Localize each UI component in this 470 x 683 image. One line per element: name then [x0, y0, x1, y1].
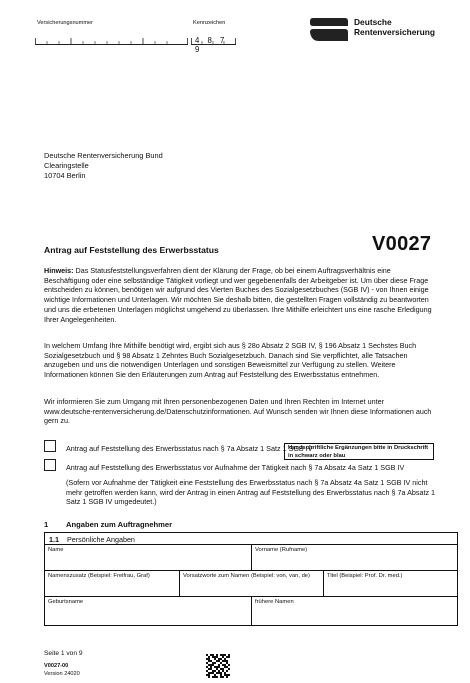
name-suffix-label: Namenszusatz (Beispiel: Freifrau, Graf): [48, 573, 150, 579]
name-suffix-field[interactable]: [45, 571, 180, 597]
option-1-label: Antrag auf Feststellung des Erwerbsstatus nach § 7a Absatz 1 Satz 1 SGB IV: [66, 444, 313, 453]
insurance-number-field[interactable]: [35, 38, 188, 45]
page-number: Seite 1 von 9: [44, 650, 83, 657]
address-line-3: 10704 Berlin: [44, 171, 86, 181]
name-label: Name: [48, 547, 64, 553]
code-field: [191, 38, 236, 45]
personal-data-form: [44, 532, 458, 626]
subsection-title: Persönliche Angaben: [67, 535, 135, 544]
code-ticks: [191, 38, 236, 44]
section-title: [44, 520, 172, 529]
hint-label: Hinweis:: [44, 266, 74, 275]
form-code: V0027: [372, 233, 432, 255]
subsection-number: 1.1: [49, 535, 59, 544]
insurance-number-ticks: [35, 38, 188, 44]
name-field[interactable]: [45, 545, 252, 571]
footer-form-code: V0027-00: [44, 663, 69, 669]
handwriting-note: Handschriftliche Ergänzungen bitte in Druckschrift in schwarz oder blau: [284, 443, 434, 460]
name-prefix-field[interactable]: [180, 571, 324, 597]
recipient-address: [44, 151, 163, 182]
option-2-checkbox[interactable]: [44, 459, 56, 471]
title-field[interactable]: [324, 571, 457, 597]
insurance-number-label: Versicherungsnummer: [37, 20, 93, 26]
birth-name-field[interactable]: [45, 597, 252, 625]
address-line-1: Deutsche Rentenversicherung Bund: [44, 151, 163, 160]
code-label: Kennzeichen: [193, 20, 226, 26]
option-2-label: Antrag auf Feststellung des Erwerbsstatus vor Aufnahme der Tätigkeit nach § 7a Absatz 4a Satz 1 SGB IV: [66, 463, 405, 472]
insurance-number-box[interactable]: [35, 20, 188, 45]
address-line-2: Clearingstelle: [44, 161, 89, 171]
footer-version: Version 24020: [44, 671, 80, 677]
former-names-label: frühere Namen: [255, 599, 294, 605]
hint-paragraph: [44, 266, 434, 324]
title-label: Titel (Beispiel: Prof. Dr. med.): [327, 573, 403, 579]
option-1-checkbox[interactable]: [44, 440, 56, 452]
subsection-header: [45, 533, 457, 545]
privacy-paragraph: Wir informieren Sie zum Umgang mit Ihren personenbezogenen Daten und Ihren Rechten im Internet unter www.deutsche-rentenversicherung.de/Datenschutzinformationen. Auf Wunsch senden wir Ihnen diese Informationen auch gern zu.: [44, 397, 432, 426]
logo-line-1: Deutsche: [354, 17, 392, 27]
logo-line-2: Rentenversicherung: [354, 27, 435, 37]
section-number: 1: [44, 520, 49, 529]
code-value: 4 8 7 9: [195, 36, 228, 54]
drv-logo-icon: [309, 16, 349, 43]
logo-text: [354, 17, 435, 37]
former-names-field[interactable]: [252, 597, 457, 625]
first-name-label: Vorname (Rufname): [255, 547, 308, 553]
legal-paragraph: In welchem Umfang Ihre Mithilfe benötigt wird, ergibt sich aus § 28o Absatz 2 SGB IV, § 196 Absatz 1 Sechstes Buch Sozialgesetzbuch und § 98 Absatz 1 Zehntes Buch Sozialgesetzbuch. Danach sind Sie verpflichtet, alle Tatsachen anzugeben und uns die notwendigen Unterlagen und sonstigen Beweismittel zur Verfügung zu stellen. Weitere Informationen können Sie den Erläuterungen zum Antrag auf Feststellung des Erwerbsstatus entnehmen.: [44, 341, 417, 380]
name-prefix-label: Vorsatzworte zum Namen (Beispiel: von, van, de): [183, 573, 310, 579]
first-name-field[interactable]: [252, 545, 457, 571]
option-note: (Sofern vor Aufnahme der Tätigkeit eine Feststellung des Erwerbsstatus nach § 7a Absatz 4a Satz 1 SGB IV nicht mehr getroffen werden kann, wird der Antrag in einen Antrag auf Feststellung des Erwerbsstatus nach § 7a Absatz 1 Satz 1 SGB IV umgedeutet.): [66, 478, 436, 507]
qr-code-icon: [206, 654, 230, 678]
section-title-text: Angaben zum Auftragnehmer: [66, 520, 173, 529]
code-box[interactable]: [191, 20, 236, 54]
hint-text: Das Statusfeststellungsverfahren dient der Klärung der Frage, ob bei einem Auftragsverhältnis eine Beschäftigung oder eine selbständige Tätigkeit vorliegt und wer gegebenenfalls der Arbeitgeber ist. Um über diese Frage entscheiden zu können, benötigen wir aufgrund des Vierten Buches des Sozialgesetzbuches (SGB IV) - von Ihnen einige wichtige Informationen und Unterlagen. Wir möchten Sie deshalb bitten, die gestellten Fragen vollständig zu beantworten und uns die erbetenen Unterlagen möglichst umgehend zu überlassen. Ihre Mithilfe erleichtert uns eine rasche Erledigung Ihrer Angelegenheiten.: [44, 266, 432, 324]
birth-name-label: Geburtsname: [48, 599, 84, 605]
page-footer: [44, 650, 83, 678]
form-title: Antrag auf Feststellung des Erwerbsstatus: [44, 245, 219, 255]
